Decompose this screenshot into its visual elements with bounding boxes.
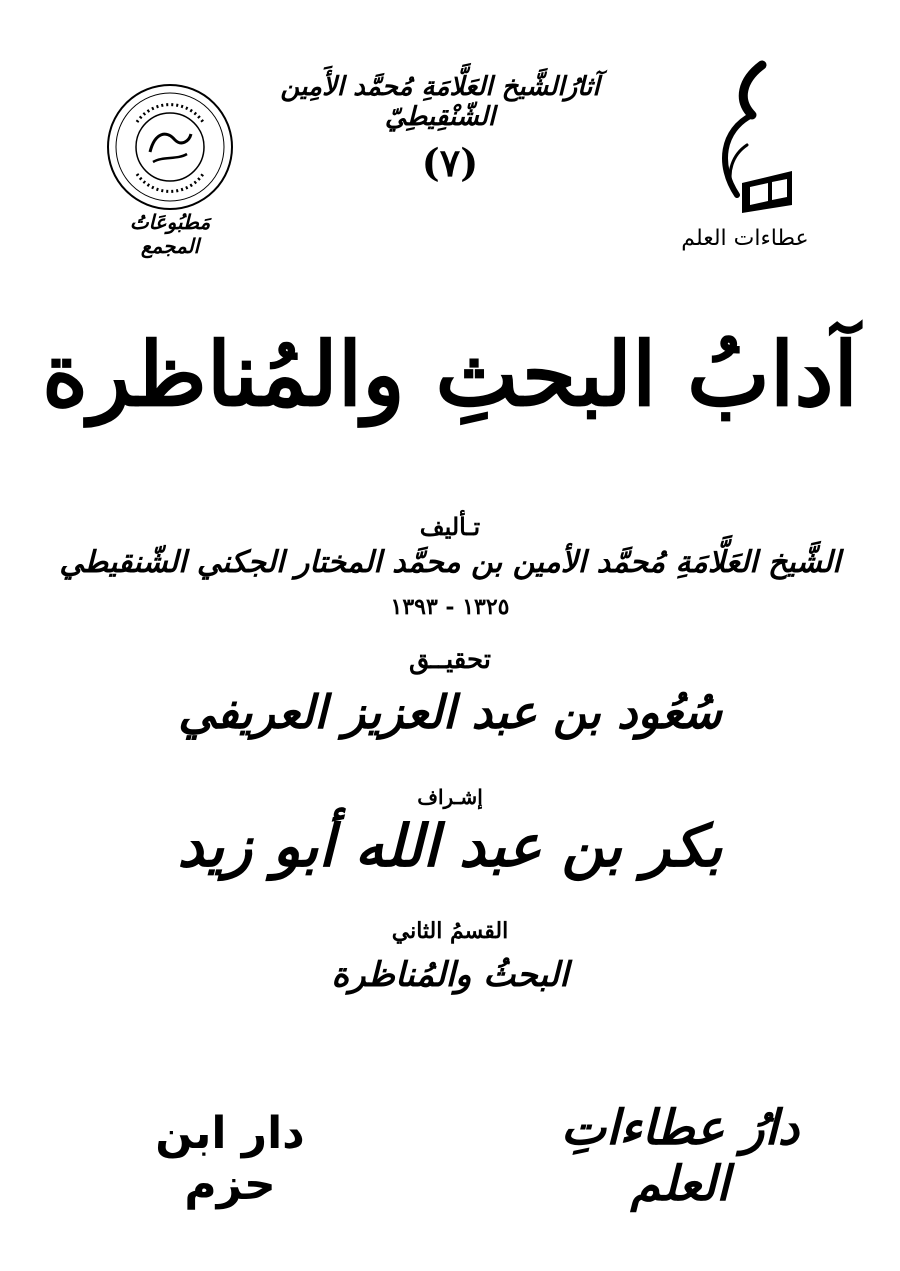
publisher-left: دار ابن حزم bbox=[155, 1108, 305, 1210]
part-title: البحثُ والمُناظرة bbox=[331, 955, 569, 995]
editor-label: تحقيــق bbox=[409, 645, 491, 675]
editor-name: سُعُود بن عبد العزيز العريفي bbox=[178, 685, 722, 739]
book-title: آدابُ البحثِ والمُناظرة bbox=[42, 322, 858, 426]
logo-caption: عطاءات العلم bbox=[681, 226, 809, 251]
author-name: الشَّيخ العَلَّامَةِ مُحمَّد الأمين بن محمَّد المختار الجكني الشّنقيطي bbox=[59, 545, 841, 580]
academy-seal-icon bbox=[105, 82, 235, 212]
publisher-logo-icon bbox=[692, 55, 802, 225]
part-label: القسمُ الثاني bbox=[391, 918, 509, 944]
author-dates: ١٣٢٥ - ١٣٩٣ bbox=[390, 594, 510, 620]
publisher-right: دارُ عطاءاتِ العلم bbox=[560, 1100, 800, 1212]
supervision-label: إشـراف bbox=[417, 785, 483, 809]
seal-caption: مَطبُوعَاتُ المجمع bbox=[129, 210, 211, 258]
author-label: تـأليف bbox=[419, 512, 481, 541]
volume-number: (٧) bbox=[421, 140, 479, 185]
supervisor-name: بكر بن عبد الله أبو زيد bbox=[177, 812, 723, 880]
series-title: آثارُالشَّيخ العَلَّامَةِ مُحمَّد الأَمِين الشّنْقِيطِيّ bbox=[280, 72, 600, 132]
